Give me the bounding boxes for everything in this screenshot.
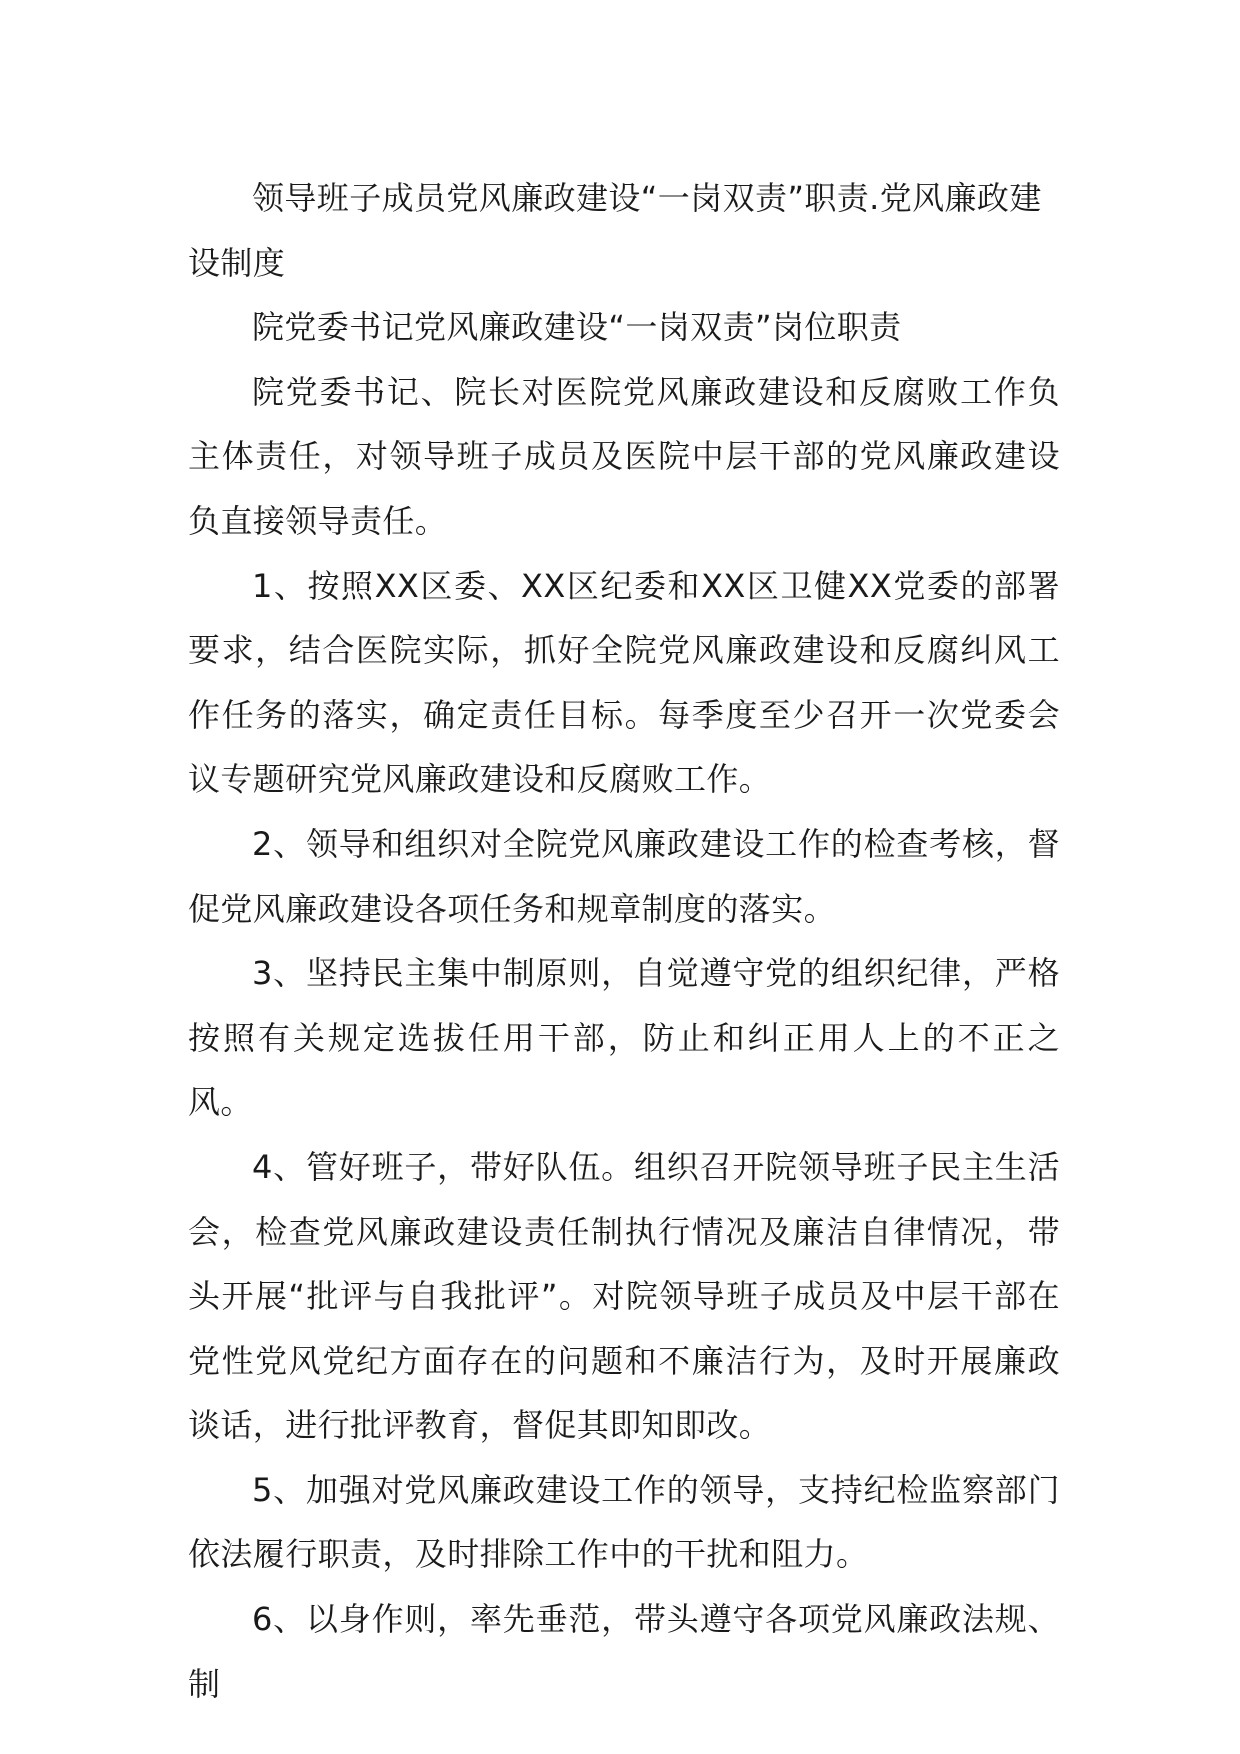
list-item: 1、按照XX区委、XX区纪委和XX区卫健XX党委的部署要求，结合医院实际，抓好全院党风廉政建设和反腐纠风工作任务的落实，确定责任目标。每季度至少召开一次党委会议专题研究党风廉政建设和反腐败工作。 <box>188 566 1060 799</box>
list-item: 5、加强对党风廉政建设工作的领导，支持纪检监察部门依法履行职责，及时排除工作中的干扰和阻力。 <box>188 1470 1060 1574</box>
list-item: 6、以身作则，率先垂范，带头遵守各项党风廉政法规、制 <box>188 1600 1060 1703</box>
list-item: 2、领导和组织对全院党风廉政建设工作的检查考核，督促党风廉政建设各项任务和规章制度的落实。 <box>188 824 1060 928</box>
document-body <box>188 166 1060 1716</box>
list-item: 4、管好班子，带好队伍。组织召开院领导班子民主生活会，检查党风廉政建设责任制执行情况及廉洁自律情况，带头开展“批评与自我批评”。对院领导班子成员及中层干部在党性党风党纪方面存在的问题和不廉洁行为，及时开展廉政谈话，进行批评教育，督促其即知即改。 <box>188 1147 1060 1445</box>
document-subtitle: 院党委书记党风廉政建设“一岗双责”岗位职责 <box>252 308 902 347</box>
list-item: 3、坚持民主集中制原则，自觉遵守党的组织纪律，严格按照有关规定选拔任用干部，防止和纠正用人上的不正之风。 <box>188 954 1060 1122</box>
document-title: 领导班子成员党风廉政建设“一岗双责”职责.党风廉政建设制度 <box>188 179 1042 282</box>
intro-paragraph: 院党委书记、院长对医院党风廉政建设和反腐败工作负主体责任，对领导班子成员及医院中层干部的党风廉政建设负直接领导责任。 <box>188 372 1060 540</box>
